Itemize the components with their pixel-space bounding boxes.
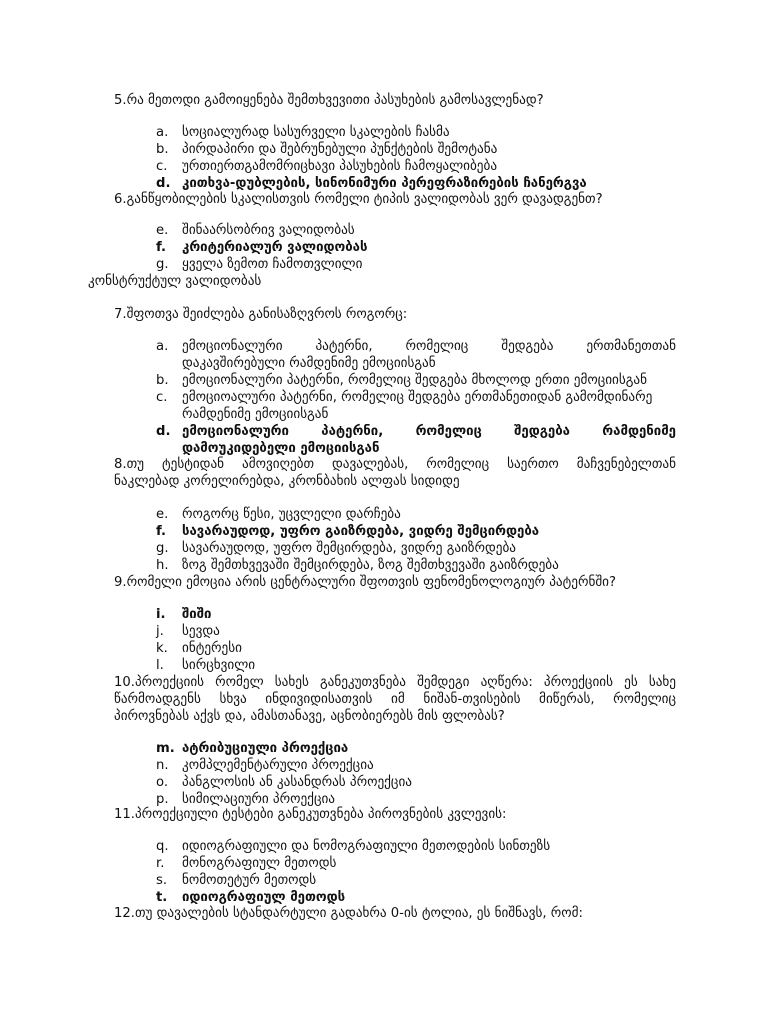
option-text: ნომოთეტურ მეთოდს <box>182 873 317 888</box>
option-text-correct: სავარაუდოდ, უფრო გაიზრდება, ვიდრე შემცირდება <box>182 524 540 539</box>
question-8-title: 8.თუ ტესტიდან ამოვიღებთ დავალებას, რომელიც საერთო მაჩვენებელთან <box>114 457 676 472</box>
question-10-title-continuation: პიროვნებას აქვს და, ამასთანავე, აცნობიერებს მის ფლობას? <box>114 709 505 724</box>
option-text: კომპლემენტარული პროექცია <box>182 758 374 773</box>
option-letter: e. <box>156 507 169 522</box>
option-text-continuation: რამდენიმე ემოციისგან <box>182 407 329 422</box>
question-10-title: 10.პროექციის რომელ სახეს განეკუთვნება შემდეგი აღწერა: პროექციის ეს სახე <box>114 675 676 690</box>
option-text: სევდა <box>182 624 220 639</box>
option-text: ყველა ზემოთ ჩამოთვლილი <box>182 257 363 272</box>
option-letter: e. <box>156 223 169 238</box>
option-letter: k. <box>156 641 168 656</box>
question-9-title: 9.რომელი ემოცია არის ცენტრალური შფოთვის ფენომენოლოგიურ პატერნში? <box>114 575 616 590</box>
option-letter-correct: d. <box>156 176 171 191</box>
option-text: სიმილაციური პროექცია <box>182 792 336 807</box>
option-letter-correct: m. <box>156 741 175 756</box>
option-letter: a. <box>156 125 169 140</box>
option-text: სავარაუდოდ, უფრო შემცირდება, ვიდრე გაიზრდება <box>182 541 516 556</box>
option-text: სოციალურად სასურველი სკალების ჩასმა <box>182 125 450 140</box>
question-6-title: 6.განწყობილების სკალისთვის რომელი ტიპის ვალიდობას ვერ დავადგენთ? <box>114 192 603 207</box>
option-letter: b. <box>156 142 169 157</box>
option-text-correct: ემოციონალური პატერნი, რომელიც შედგება რამდენიმე <box>182 424 676 439</box>
option-text-correct-continuation: დამოუკიდებელი ემოციისგან <box>182 441 380 456</box>
option-text: ემოციონალური პატერნი, რომელიც შედგება ერთმანეთთან <box>182 339 676 354</box>
option-letter-correct: d. <box>156 424 171 439</box>
option-text: მონოგრაფიულ მეთოდს <box>182 856 337 871</box>
option-letter: h. <box>156 558 169 573</box>
option-extra-text: კონსტრუქტულ ვალიდობას <box>88 274 262 289</box>
option-text: ემოციოალური პატერნი, რომელიც შედგება ერთმანეთიდან გამომდინარე <box>182 390 653 405</box>
option-letter: q. <box>156 839 169 854</box>
option-letter: c. <box>156 159 168 174</box>
option-letter-correct: i. <box>156 607 166 622</box>
option-text: პანგლოსის ან კასანდრას პროექცია <box>182 775 412 790</box>
option-text: ზოგ შემთხვევაში შემცირდება, ზოგ შემთხვევაში გაიზრდება <box>182 558 559 573</box>
option-text-correct: იდიოგრაფიულ მეთოდს <box>182 890 346 905</box>
question-10-title-continuation: წარმოადგენს სხვა ინდივიდისათვის იმ ნიშან-თვისების მიწერას, რომელიც <box>114 692 676 707</box>
option-letter: g. <box>156 541 169 556</box>
option-letter: s. <box>156 873 168 888</box>
option-text: იდიოგრაფიული და ნომოგრაფიული მეთოდების სინთეზს <box>182 839 551 854</box>
question-8-title-continuation: ნაკლებად კორელირებდა, კრონბახის ალფას სიდიდე <box>114 474 460 489</box>
option-text: ინტერესი <box>182 641 242 656</box>
option-letter: b. <box>156 373 169 388</box>
option-letter: l. <box>156 658 164 673</box>
option-text-correct: კითხვა-დუბლების, სინონიმური პერეფრაზირების ჩანერგვა <box>182 176 587 191</box>
option-letter: o. <box>156 775 169 790</box>
option-letter-correct: f. <box>156 240 167 255</box>
option-text: როგორც წესი, უცვლელი დარჩება <box>182 507 401 522</box>
question-11-title: 11.პროექციული ტესტები განეკუთვნება პიროვნების კვლევის: <box>114 807 507 822</box>
question-12-title: 12.თუ დავალების სტანდარტული გადახრა 0-ის ტოლია, ეს ნიშნავს, რომ: <box>114 906 583 921</box>
option-letter: a. <box>156 339 169 354</box>
option-text-correct: კრიტერიალურ ვალიდობას <box>182 240 368 255</box>
question-5-title: 5.რა მეთოდი გამოიყენება შემთხვევითი პასუხების გამოსავლენად? <box>114 93 544 108</box>
option-text-correct: ატრიბუციული პროექცია <box>182 741 349 756</box>
option-text: სირცხვილი <box>182 658 256 673</box>
option-text: პირდაპირი და შებრუნებული პუნქტების შემოტანა <box>182 142 498 157</box>
option-letter: c. <box>156 390 168 405</box>
option-letter: r. <box>156 856 165 871</box>
option-text: ურთიერთგამომრიცხავი პასუხების ჩამოყალიბება <box>182 159 498 174</box>
question-7-title: 7.შფოთვა შეიძლება განისაზღვროს როგორც: <box>114 307 408 322</box>
option-letter-correct: f. <box>156 524 167 539</box>
option-letter: j. <box>156 624 164 639</box>
option-letter: n. <box>156 758 169 773</box>
option-text-correct: შიში <box>182 607 212 622</box>
option-text: შინაარსობრივ ვალიდობას <box>182 223 355 238</box>
option-text-continuation: დაკავშირებული რამდენიმე ემოციისგან <box>182 356 436 371</box>
option-letter: p. <box>156 792 169 807</box>
option-text: ემოციონალური პატერნი, რომელიც შედგება მხოლოდ ერთი ემოციისგან <box>182 373 648 388</box>
option-letter: g. <box>156 257 169 272</box>
option-letter-correct: t. <box>156 890 168 905</box>
